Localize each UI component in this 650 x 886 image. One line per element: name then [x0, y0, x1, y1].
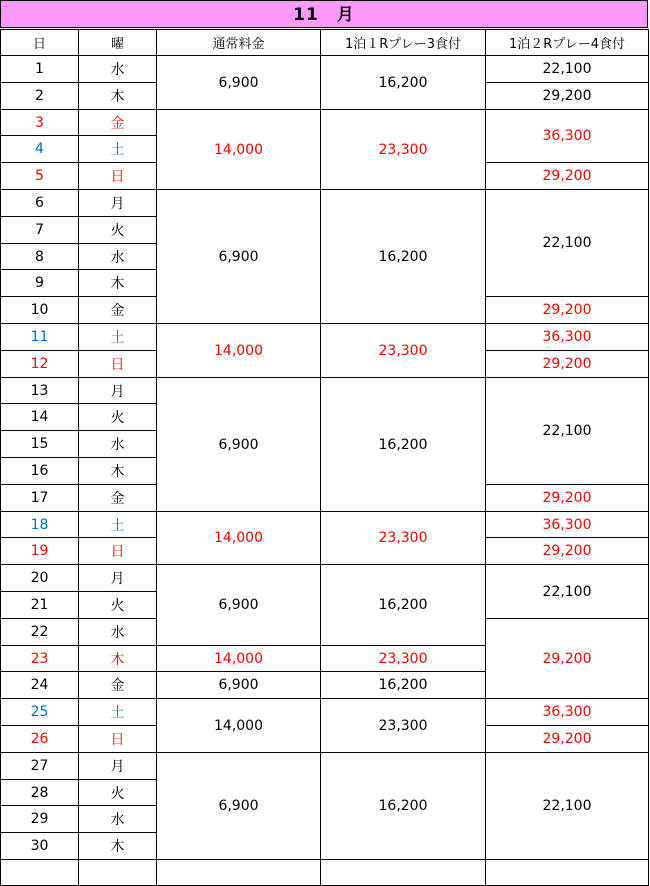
weekday-cell: 月	[78, 189, 157, 217]
day-cell: 26	[0, 725, 79, 753]
weekday-cell: 水	[78, 55, 157, 83]
day-cell: 22	[0, 618, 79, 646]
regular-price-cell: 14,000	[156, 645, 321, 672]
plan-2r-price-cell: 22,100	[485, 55, 649, 83]
plan-2r-price-cell: 29,200	[485, 350, 649, 378]
day-cell: 10	[0, 296, 79, 324]
weekday-cell: 火	[78, 591, 157, 619]
plan-1r-price-cell: 16,200	[320, 671, 486, 699]
weekday-cell: 火	[78, 216, 157, 244]
weekday-cell: 火	[78, 403, 157, 431]
day-cell: 14	[0, 403, 79, 431]
header-plan-2r: 1泊２Rプレー4食付	[485, 29, 649, 56]
empty-cell	[485, 859, 649, 886]
regular-price-cell: 6,900	[156, 752, 321, 860]
weekday-cell: 木	[78, 832, 157, 860]
plan-1r-price-cell: 16,200	[320, 564, 486, 646]
day-cell: 4	[0, 135, 79, 163]
plan-2r-price-cell: 36,300	[485, 511, 649, 538]
weekday-cell: 金	[78, 671, 157, 699]
day-cell: 23	[0, 645, 79, 672]
plan-2r-price-cell: 22,100	[485, 752, 649, 860]
day-cell: 5	[0, 162, 79, 190]
weekday-cell: 土	[78, 323, 157, 351]
day-cell: 9	[0, 269, 79, 297]
day-cell: 18	[0, 511, 79, 538]
day-cell: 25	[0, 698, 79, 726]
weekday-cell: 土	[78, 511, 157, 538]
plan-1r-price-cell: 16,200	[320, 377, 486, 512]
day-cell: 11	[0, 323, 79, 351]
weekday-cell: 火	[78, 779, 157, 806]
weekday-cell: 水	[78, 430, 157, 458]
weekday-cell: 木	[78, 82, 157, 110]
plan-2r-price-cell: 36,300	[485, 698, 649, 726]
plan-1r-price-cell: 23,300	[320, 698, 486, 753]
plan-2r-price-cell: 36,300	[485, 323, 649, 351]
plan-2r-price-cell: 29,200	[485, 296, 649, 324]
header-regular-price: 通常料金	[156, 29, 321, 56]
empty-cell	[0, 859, 79, 886]
day-cell: 17	[0, 484, 79, 512]
weekday-cell: 金	[78, 109, 157, 136]
day-cell: 15	[0, 430, 79, 458]
weekday-cell: 水	[78, 243, 157, 270]
plan-1r-price-cell: 16,200	[320, 55, 486, 110]
weekday-cell: 水	[78, 618, 157, 646]
day-cell: 27	[0, 752, 79, 780]
weekday-cell: 日	[78, 537, 157, 565]
weekday-cell: 土	[78, 698, 157, 726]
weekday-cell: 月	[78, 752, 157, 780]
weekday-cell: 日	[78, 350, 157, 378]
plan-2r-price-cell: 29,200	[485, 82, 649, 110]
plan-1r-price-cell: 16,200	[320, 189, 486, 324]
regular-price-cell: 6,900	[156, 55, 321, 110]
regular-price-cell: 14,000	[156, 323, 321, 378]
header-dow: 曜	[78, 29, 157, 56]
regular-price-cell: 14,000	[156, 698, 321, 753]
weekday-cell: 木	[78, 645, 157, 672]
day-cell: 28	[0, 779, 79, 806]
plan-2r-price-cell: 29,200	[485, 537, 649, 565]
plan-1r-price-cell: 16,200	[320, 752, 486, 860]
weekday-cell: 水	[78, 805, 157, 833]
plan-1r-price-cell: 23,300	[320, 323, 486, 378]
day-cell: 7	[0, 216, 79, 244]
day-cell: 12	[0, 350, 79, 378]
plan-1r-price-cell: 23,300	[320, 645, 486, 672]
weekday-cell: 日	[78, 725, 157, 753]
day-cell: 29	[0, 805, 79, 833]
regular-price-cell: 14,000	[156, 511, 321, 565]
plan-2r-price-cell: 22,100	[485, 189, 649, 297]
weekday-cell: 木	[78, 269, 157, 297]
day-cell: 1	[0, 55, 79, 83]
weekday-cell: 月	[78, 564, 157, 592]
plan-2r-price-cell: 29,200	[485, 618, 649, 699]
plan-1r-price-cell: 23,300	[320, 109, 486, 190]
day-cell: 21	[0, 591, 79, 619]
month-title: 11 月	[0, 0, 648, 28]
weekday-cell: 金	[78, 296, 157, 324]
regular-price-cell: 6,900	[156, 189, 321, 324]
regular-price-cell: 6,900	[156, 671, 321, 699]
day-cell: 30	[0, 832, 79, 860]
day-cell: 6	[0, 189, 79, 217]
day-cell: 3	[0, 109, 79, 136]
day-cell: 24	[0, 671, 79, 699]
plan-2r-price-cell: 22,100	[485, 564, 649, 619]
regular-price-cell: 14,000	[156, 109, 321, 190]
header-plan-1r: 1泊１Rプレー3食付	[320, 29, 486, 56]
day-cell: 20	[0, 564, 79, 592]
weekday-cell: 土	[78, 135, 157, 163]
plan-2r-price-cell: 36,300	[485, 109, 649, 163]
plan-2r-price-cell: 29,200	[485, 162, 649, 190]
plan-2r-price-cell: 29,200	[485, 484, 649, 512]
empty-cell	[320, 859, 486, 886]
day-cell: 19	[0, 537, 79, 565]
header-day: 日	[0, 29, 79, 56]
weekday-cell: 木	[78, 457, 157, 485]
regular-price-cell: 6,900	[156, 564, 321, 646]
regular-price-cell: 6,900	[156, 377, 321, 512]
day-cell: 2	[0, 82, 79, 110]
weekday-cell: 月	[78, 377, 157, 404]
plan-2r-price-cell: 29,200	[485, 725, 649, 753]
day-cell: 8	[0, 243, 79, 270]
weekday-cell: 日	[78, 162, 157, 190]
day-cell: 16	[0, 457, 79, 485]
empty-cell	[78, 859, 157, 886]
empty-cell	[156, 859, 321, 886]
day-cell: 13	[0, 377, 79, 404]
weekday-cell: 金	[78, 484, 157, 512]
plan-2r-price-cell: 22,100	[485, 377, 649, 485]
plan-1r-price-cell: 23,300	[320, 511, 486, 565]
